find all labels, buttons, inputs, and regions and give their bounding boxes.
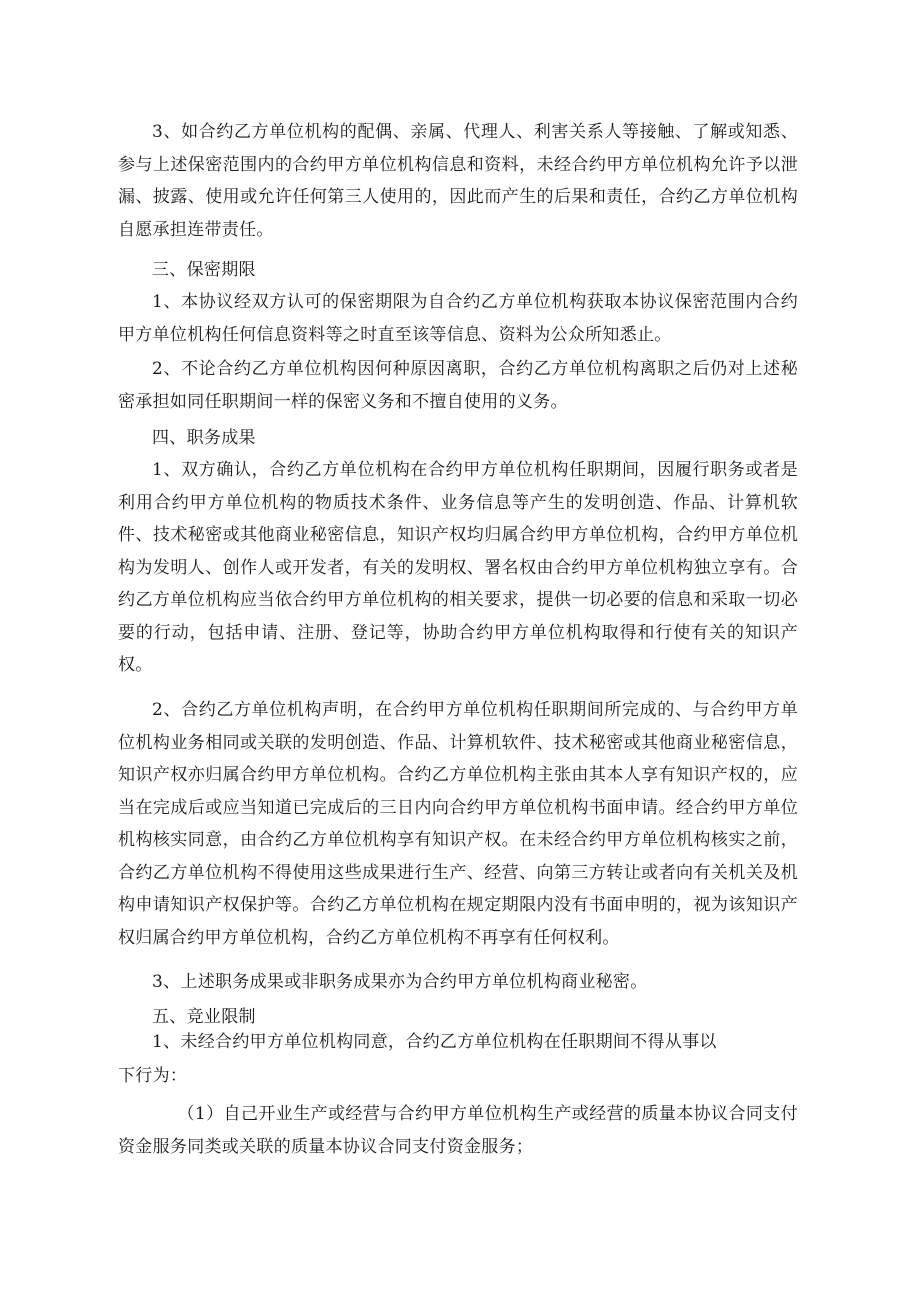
paragraph-clause-4-1: 1、双方确认，合约乙方单位机构在合约甲方单位机构任职期间，因履行职务或者是利用合约甲方单位机构的物质技术条件、业务信息等产生的发明创造、作品、计算机软件、技术秘密或其他商业秘密信息，知识产权均归属合约甲方单位机构，合约甲方单位机构为发明人、创作人或开发者，有关的发明权、署名权由合约甲方单位机构独立享有。合约乙方单位机构应当依合约甲方单位机构的相关要求，提供一切必要的信息和采取一切必要的行动，包括申请、注册、登记等，协助合约甲方单位机构取得和行使有关的知识产权。 <box>118 460 798 675</box>
section-heading-non-compete: 五、竞业限制 <box>152 1007 256 1027</box>
paragraph-clause-4-2: 2、合约乙方单位机构声明，在合约甲方单位机构任职期间所完成的、与合约甲方单位机构业务相同或关联的发明创造、作品、计算机软件、技术秘密或其他商业秘密信息，知识产权亦归属合约甲方单位机构。合约乙方单位机构主张由其本人享有知识产权的，应当在完成后或应当知道已完成后的三日内向合约甲方单位机构书面申请。经合约甲方单位机构核实同意，由合约乙方单位机构享有知识产权。在未经合约甲方单位机构核实之前，合约乙方单位机构不得使用这些成果进行生产、经营、向第三方转让或者向有关机关及机构申请知识产权保护等。合约乙方单位机构在规定期限内没有书面申明的，视为该知识产权归属合约甲方单位机构，合约乙方单位机构不再享有任何权利。 <box>118 700 798 948</box>
section-heading-work-results: 四、职务成果 <box>152 428 256 448</box>
paragraph-clause-3-1: 1、本协议经双方认可的保密期限为自合约乙方单位机构获取本协议保密范围内合约甲方单位机构任何信息资料等之时直至该等信息、资料为公众所知悉止。 <box>118 292 798 345</box>
paragraph-clause-5-1: 1、未经合约甲方单位机构同意，合约乙方单位机构在任职期间不得从事以 <box>152 1032 717 1052</box>
paragraph-clause-5-1-item-1: （1）自己开业生产或经营与合约甲方单位机构生产或经营的质量本协议合同支付资金服务同类或关联的质量本协议合同支付资金服务； <box>118 1104 798 1157</box>
paragraph-clause-4-3: 3、上述职务成果或非职务成果亦为合约甲方单位机构商业秘密。 <box>152 972 648 992</box>
paragraph-clause-3-2: 2、不论合约乙方单位机构因何种原因离职，合约乙方单位机构离职之后仍对上述秘密承担如同任职期间一样的保密义务和不擅自使用的义务。 <box>118 359 798 412</box>
section-heading-confidentiality-period: 三、保密期限 <box>152 260 256 280</box>
paragraph-clause-5-1-continued: 下行为： <box>118 1066 188 1086</box>
paragraph-clause-2-3: 3、如合约乙方单位机构的配偶、亲属、代理人、利害关系人等接触、了解或知悉、参与上述保密范围内的合约甲方单位机构信息和资料，未经合约甲方单位机构允许予以泄漏、披露、使用或允许任何第三人使用的，因此而产生的后果和责任，合约乙方单位机构自愿承担连带责任。 <box>118 122 798 240</box>
